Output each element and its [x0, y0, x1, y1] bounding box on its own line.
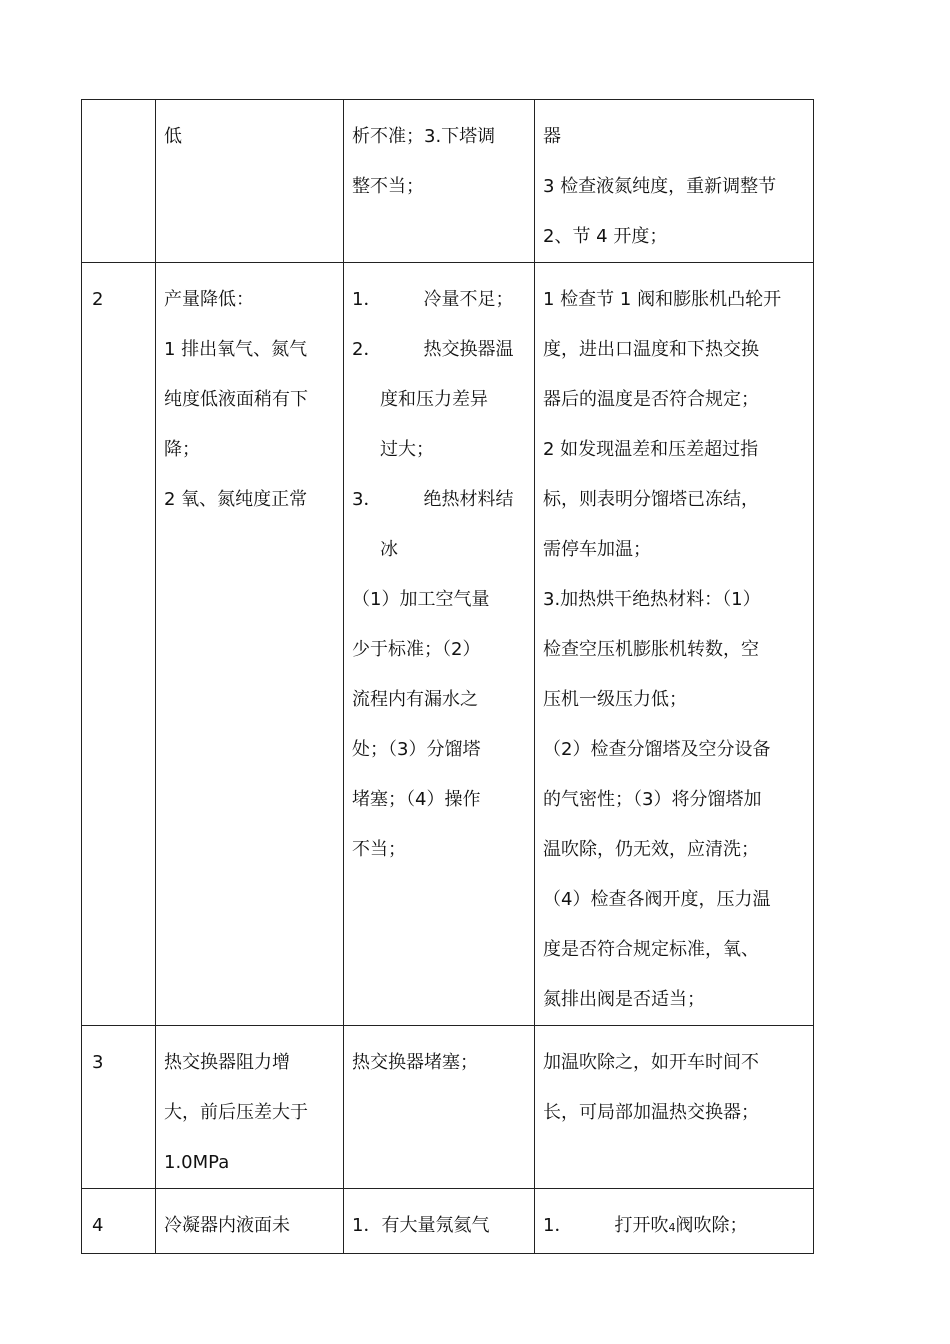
- remedy-cell: [535, 263, 814, 1026]
- cell-line: 降；: [164, 439, 200, 460]
- remedy-cell: [535, 1026, 814, 1189]
- item-text: 冷量不足；: [423, 289, 514, 310]
- cell-line: 2、节 4 开度；: [543, 226, 668, 247]
- remedy-cell: [535, 100, 814, 263]
- cell-line: 长，可局部加温热交换器；: [543, 1102, 759, 1123]
- row-number: [82, 100, 156, 263]
- fault-cell: [156, 1026, 344, 1189]
- cell-line: 的气密性；（3）将分馏塔加: [543, 789, 762, 810]
- cell-line: 度是否符合规定标准，氧、: [543, 939, 759, 960]
- cell-line: 1.0MPa: [164, 1152, 230, 1173]
- subscript-number: 4: [668, 1221, 676, 1234]
- cell-line: 度，进出口温度和下热交换: [543, 339, 759, 360]
- cell-line: 3 检查液氮纯度，重新调整节: [543, 176, 777, 197]
- row-number: 3: [82, 1026, 156, 1189]
- item-text: 热交换器温: [423, 339, 514, 360]
- cell-line: 过大；: [380, 439, 434, 460]
- item-number: 1．: [543, 1215, 573, 1236]
- row-number: 4: [82, 1189, 156, 1254]
- cause-cell: [344, 1026, 535, 1189]
- table-row: [82, 100, 814, 263]
- cell-line: 热交换器堵塞；: [352, 1052, 478, 1073]
- item-text: 打开吹: [614, 1215, 669, 1236]
- cell-line: （4）检查各阀开度，压力温: [543, 889, 771, 910]
- cell-line: 低: [164, 126, 182, 147]
- cell-line: 需停车加温；: [543, 539, 651, 560]
- cell-line: 检查空压机膨胀机转数，空: [543, 639, 759, 660]
- row-number: 2: [82, 263, 156, 1026]
- item-text: 阀吹除；: [675, 1215, 748, 1236]
- fault-cell: [156, 1189, 344, 1254]
- cell-line: 不当；: [352, 839, 406, 860]
- cell-line: 整不当；: [352, 176, 424, 197]
- cell-line: 2 氧、氮纯度正常: [164, 489, 308, 510]
- item-text: 绝热材料结: [423, 489, 514, 510]
- cell-line: 产量降低：: [164, 289, 254, 310]
- table-row: [82, 263, 814, 1026]
- cell-line: 1 排出氧气、氮气: [164, 339, 308, 360]
- cell-line: 流程内有漏水之: [352, 689, 478, 710]
- item-number: 2．: [352, 339, 382, 360]
- cause-item-1: [352, 275, 528, 325]
- cell-line: 压机一级压力低；: [543, 689, 687, 710]
- cell-line: 冰: [380, 539, 398, 560]
- cell-line: 2 如发现温差和压差超过指: [543, 439, 759, 460]
- cell-line: 纯度低液面稍有下: [164, 389, 308, 410]
- cell-line: 堵塞；（4）操作: [352, 789, 481, 810]
- cell-line: 标，则表明分馏塔已冻结，: [543, 489, 759, 510]
- cell-line: （2）检查分馏塔及空分设备: [543, 739, 771, 760]
- cell-line: 温吹除，仍无效，应清洗；: [543, 839, 759, 860]
- remedy-cell: [535, 1189, 814, 1254]
- cell-line: 加温吹除之，如开车时间不: [543, 1052, 759, 1073]
- cause-cell: [344, 263, 535, 1026]
- cell-line: 度和压力差异: [380, 389, 488, 410]
- cell-line: 1 检查节 1 阀和膨胀机凸轮开: [543, 289, 782, 310]
- item-number: 3．: [352, 489, 382, 510]
- table-row: [82, 1026, 814, 1189]
- cause-item-2: [352, 325, 528, 375]
- fault-cell: [156, 100, 344, 263]
- troubleshooting-table: [81, 99, 814, 1254]
- cell-line: 氮排出阀是否适当；: [543, 989, 705, 1010]
- remedy-item-1: [543, 1201, 807, 1253]
- cause-cell: [344, 100, 535, 263]
- item-number: 1．: [352, 289, 382, 310]
- cell-line: 少于标准；（2）: [352, 639, 481, 660]
- cell-line: 器后的温度是否符合规定；: [543, 389, 759, 410]
- cell-line: 处；（3）分馏塔: [352, 739, 481, 760]
- table-row: [82, 1189, 814, 1254]
- cause-item-3: [352, 475, 528, 525]
- fault-cell: [156, 263, 344, 1026]
- cause-cell: [344, 1189, 535, 1254]
- cell-line: 大，前后压差大于: [164, 1102, 308, 1123]
- cell-line: 3.加热烘干绝热材料：（1）: [543, 589, 761, 610]
- cell-line: 冷凝器内液面未: [164, 1215, 290, 1236]
- cell-line: （1）加工空气量: [352, 589, 490, 610]
- cell-line: 析不准；3.下塔调: [352, 126, 496, 147]
- cell-line: 1．有大量氖氦气: [352, 1215, 490, 1236]
- cell-line: 热交换器阻力增: [164, 1052, 290, 1073]
- cell-line: 器: [543, 126, 561, 147]
